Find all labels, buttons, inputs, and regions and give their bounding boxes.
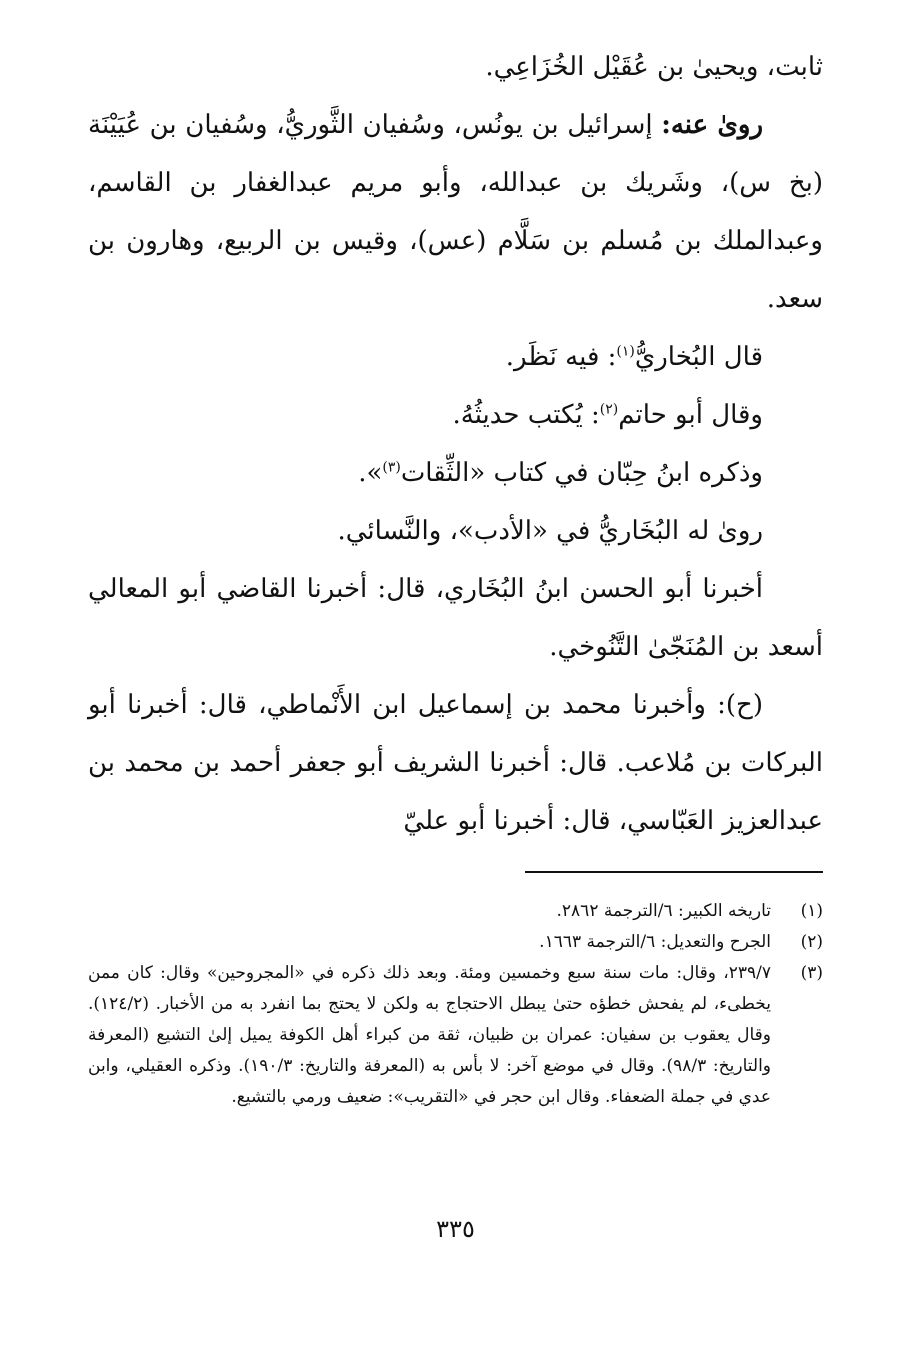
- abu-hatim-after: : يُكتب حديثُهُ.: [452, 400, 600, 430]
- footnote-number: (٣): [800, 963, 823, 983]
- footnote-ref-2[interactable]: (٢): [599, 401, 619, 418]
- paragraph-narrated-by: روىٰ له البُخَاريُّ في «الأدب»، والنَّسائي.: [337, 516, 763, 546]
- footnote-1: [88, 896, 823, 927]
- paragraph-ibn-hibban: [88, 444, 823, 502]
- footnote-number: (١): [800, 901, 823, 921]
- ibn-hibban-before: وذكره ابنُ حِبّان في كتاب «الثِّقات: [400, 458, 763, 488]
- footnote-divider: [525, 871, 823, 873]
- paragraph-narrators: [88, 96, 823, 328]
- footnote-text: الجرح والتعديل: ٦/الترجمة ١٦٦٣.: [539, 932, 771, 952]
- paragraph-1: ثابت، ويحيىٰ بن عُقَيْل الخُزَاعِي.: [485, 52, 823, 82]
- page-number: ٣٣٥: [436, 1215, 475, 1243]
- footnote-3: [88, 958, 823, 1113]
- main-text: [88, 38, 823, 850]
- bukhari-before: قال البُخاريُّ: [634, 342, 763, 372]
- ibn-hibban-after: ».: [358, 458, 383, 488]
- footnote-ref-1[interactable]: (١): [616, 343, 635, 360]
- narrators-text: إسرائيل بن يونُس، وسُفيان الثَّوريُّ، وسُفيان بن عُيَيْنَة (بخ س)، وشَريك بن عبدالله، وأبو مريم عبدالغفار بن القاسم، وعبدالملك بن مُسلم بن سَلَّام (عس)، وقيس بن الربيع، وهارون بن سعد.: [88, 110, 823, 314]
- footnote-ref-3[interactable]: (٣): [382, 459, 401, 476]
- paragraph-isnad-2: (ح): وأخبرنا محمد بن إسماعيل ابن الأَنْماطي، قال: أخبرنا أبو البركات بن مُلاعب. قال: أخبرنا الشريف أبو جعفر أحمد بن محمد بن عبدالعزيز العَبّاسي، قال: أخبرنا أبو عليّ: [88, 690, 823, 836]
- footnote-number: (٢): [800, 932, 823, 952]
- paragraph-bukhari: [88, 328, 823, 386]
- footnotes: [88, 896, 823, 1113]
- abu-hatim-before: وقال أبو حاتم: [618, 400, 763, 430]
- bukhari-after: : فيه نَظَر.: [505, 342, 617, 372]
- footnote-text: تاريخه الكبير: ٦/الترجمة ٢٨٦٢.: [556, 901, 771, 921]
- footnote-text: ٢٣٩/٧، وقال: مات سنة سبع وخمسين ومئة. وبعد ذلك ذكره في «المجروحين» وقال: كان ممن يخطىء، لم يفحش خطؤه حتىٰ يبطل الاحتجاج به ولكن لا يحتج بما انفرد به من الأخبار. (١٢٤/٢). وقال يعقوب بن سفيان: عمران بن ظبيان، ثقة من كبراء أهل الكوفة يميل إلىٰ التشيع (المعرفة والتاريخ: ٩٨/٣). وقال في موضع آخر: لا بأس به (المعرفة والتاريخ: ١٩٠/٣). وذكره العقيلي، وابن عدي في جملة الضعفاء. وقال ابن حجر في «التقريب»: ضعيف ورمي بالتشيع.: [88, 963, 771, 1107]
- paragraph-isnad-1: أخبرنا أبو الحسن ابنُ البُخَاري، قال: أخبرنا القاضي أبو المعالي أسعد بن المُنَجّىٰ التَّنُوخي.: [88, 574, 823, 662]
- footnote-2: [88, 927, 823, 958]
- narrators-label: روىٰ عنه:: [661, 110, 763, 140]
- paragraph-abu-hatim: [88, 386, 823, 444]
